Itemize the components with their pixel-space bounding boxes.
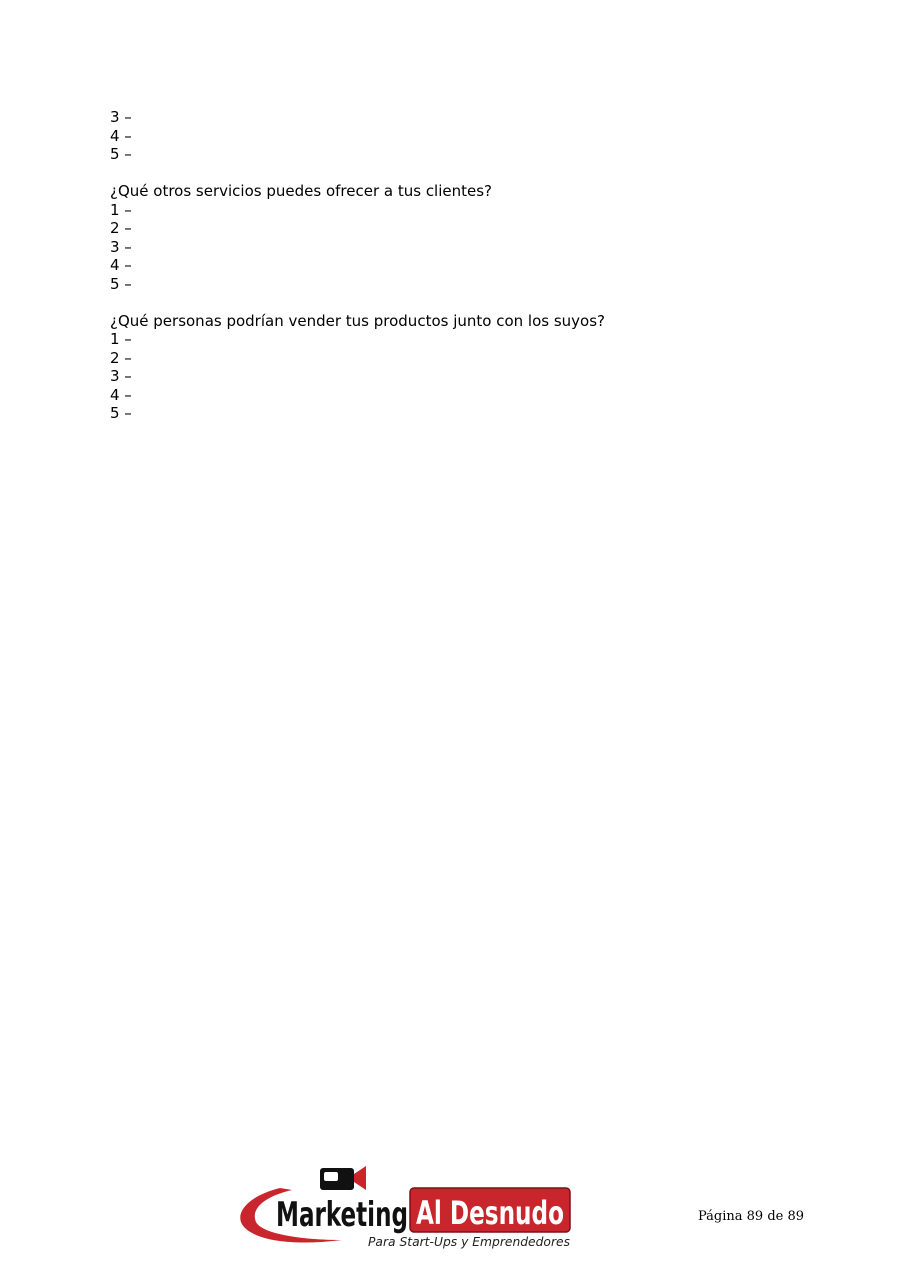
logo-tagline: Para Start-Ups y Emprendedores — [368, 1235, 570, 1249]
page-footer — [0, 1160, 905, 1260]
list-item: 1 – — [110, 330, 132, 348]
document-body — [110, 108, 810, 423]
list-item: 3 – — [110, 237, 132, 256]
numbered-list-continued — [110, 108, 810, 164]
page-number: Página 89 de 89 — [698, 1209, 805, 1224]
list-item: 4 – — [110, 126, 132, 145]
list-item: 2 – — [110, 348, 132, 367]
list-item: 4 – — [110, 385, 132, 404]
list-item: 5 – — [110, 404, 132, 422]
question-section — [110, 312, 810, 423]
list-item: 4 – — [110, 256, 132, 274]
brand-logo — [232, 1160, 577, 1255]
list-item: 1 – — [110, 200, 132, 219]
question-text: ¿Qué personas podrían vender tus productos junto con los suyos? — [110, 311, 605, 330]
list-item: 5 – — [110, 274, 132, 293]
list-item: 3 – — [110, 108, 132, 126]
question-text: ¿Qué otros servicios puedes ofrecer a tus clientes? — [110, 182, 493, 200]
list-item: 3 – — [110, 367, 132, 385]
list-item: 2 – — [110, 219, 132, 237]
logo-word-marketing: Marketing — [276, 1195, 408, 1235]
list-item: 5 – — [110, 145, 132, 163]
logo-word-al-desnudo: Al Desnudo — [416, 1194, 564, 1232]
question-section — [110, 182, 810, 293]
